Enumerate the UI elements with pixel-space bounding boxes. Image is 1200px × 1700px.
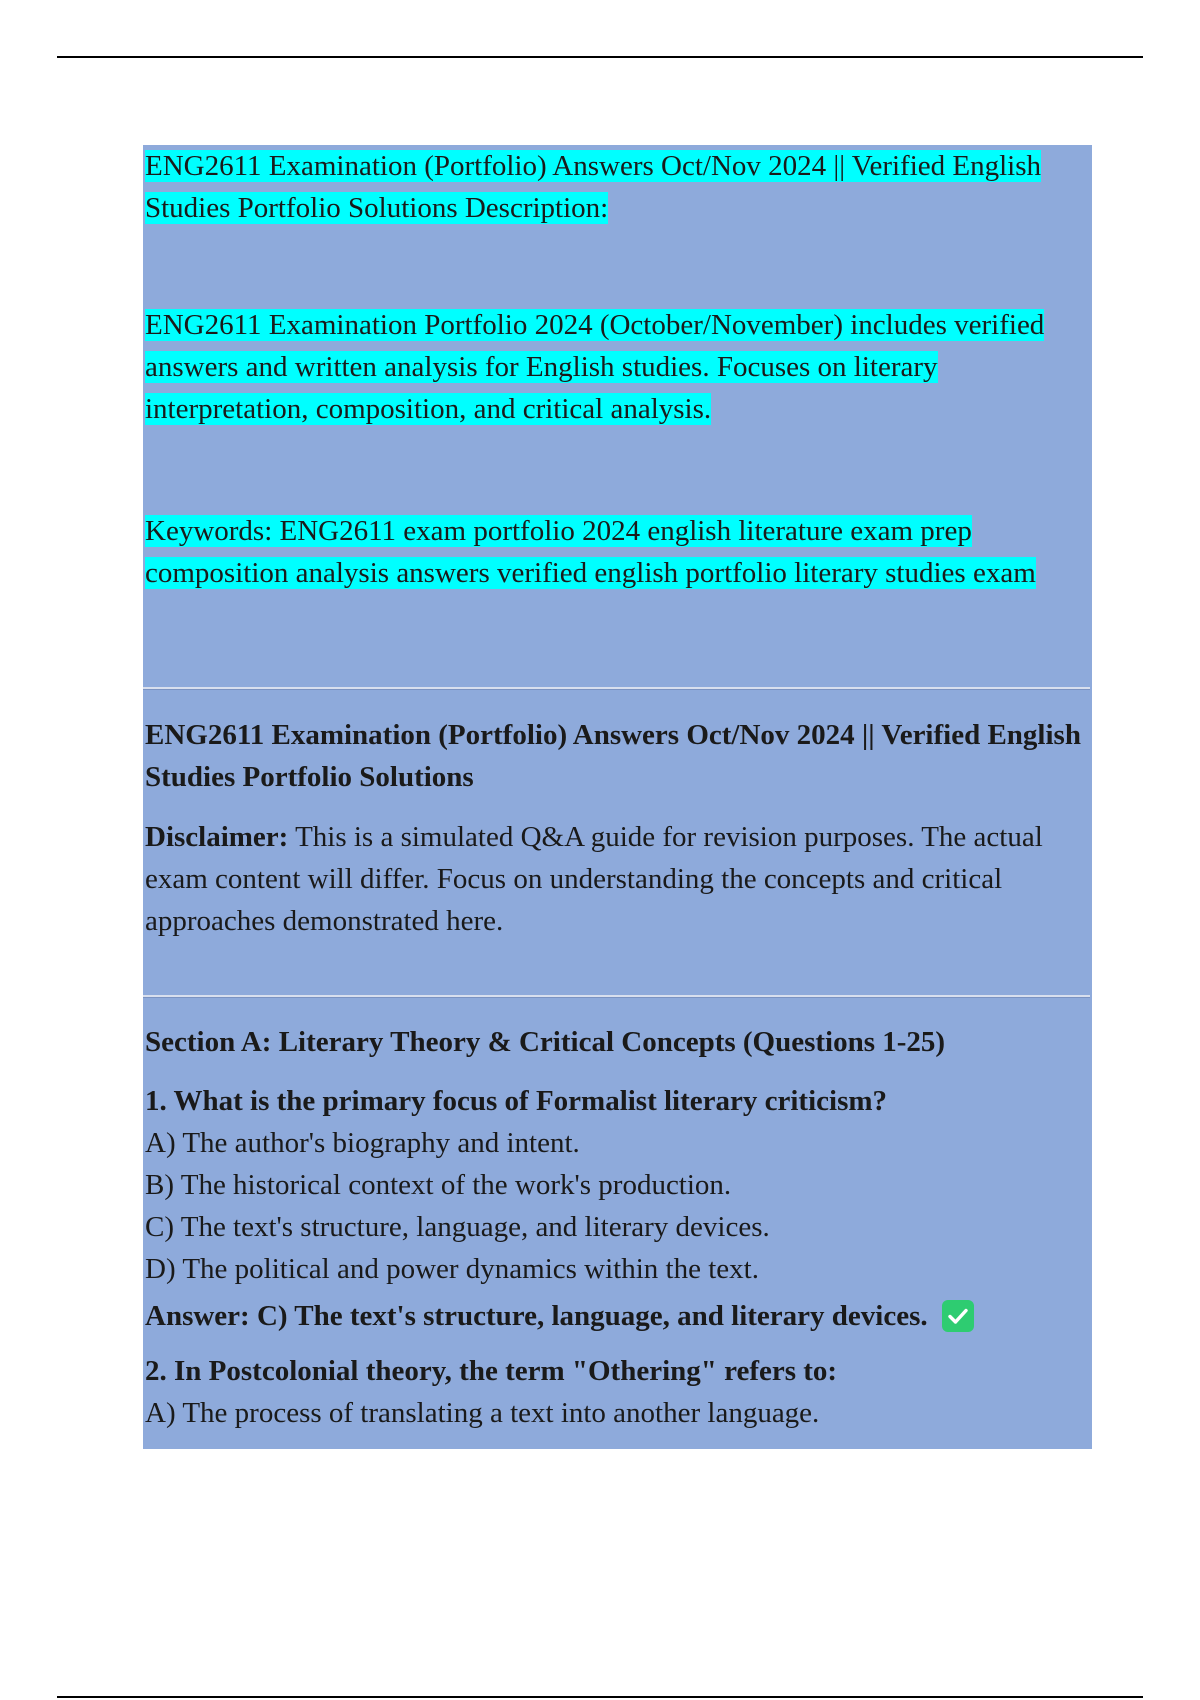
intro-description: ENG2611 Examination Portfolio 2024 (October/November) includes verified answers and written analysis for English studies. Focuses on literary interpretation, composition, and critical analysis. bbox=[145, 309, 1045, 425]
disclaimer-text: This is a simulated Q&A guide for revision purposes. The actual exam content will differ. Focus on understanding the concepts and critical approaches demonstrated here. bbox=[145, 821, 1043, 937]
check-mark-icon bbox=[942, 1300, 974, 1332]
disclaimer-label: Disclaimer: bbox=[145, 821, 289, 853]
question-1-option-a: A) The author's biography and intent. bbox=[145, 1127, 580, 1159]
top-rule bbox=[57, 56, 1143, 58]
section-block bbox=[145, 1021, 1090, 1434]
bottom-rule bbox=[57, 1696, 1143, 1698]
question-1-option-c: C) The text's structure, language, and literary devices. bbox=[145, 1211, 770, 1243]
intro-keywords: Keywords: ENG2611 exam portfolio 2024 english literature exam prep composition analysis answers verified english portfolio literary studies exam bbox=[145, 515, 1036, 589]
question-2: 2. In Postcolonial theory, the term "Othering" refers to: bbox=[145, 1355, 838, 1387]
question-1: 1. What is the primary focus of Formalist literary criticism? bbox=[145, 1085, 888, 1117]
question-1-option-d: D) The political and power dynamics within the text. bbox=[145, 1253, 759, 1285]
question-1-answer: Answer: C) The text's structure, language, and literary devices. bbox=[145, 1300, 928, 1332]
section-title: Section A: Literary Theory & Critical Concepts (Questions 1-25) bbox=[145, 1026, 946, 1058]
document-title: ENG2611 Examination (Portfolio) Answers Oct/Nov 2024 || Verified English Studies Portfolio Solutions bbox=[145, 719, 1081, 793]
question-1-option-b: B) The historical context of the work's production. bbox=[145, 1169, 732, 1201]
question-2-option-a: A) The process of translating a text into another language. bbox=[145, 1397, 820, 1429]
separator-2 bbox=[143, 995, 1090, 998]
header-block bbox=[145, 714, 1090, 942]
intro-title: ENG2611 Examination (Portfolio) Answers Oct/Nov 2024 || Verified English Studies Portfolio Solutions Description: bbox=[145, 150, 1041, 224]
separator-1 bbox=[143, 687, 1090, 690]
question-1-answer-row bbox=[145, 1295, 1090, 1337]
disclaimer bbox=[145, 816, 1090, 942]
content-panel bbox=[143, 145, 1092, 1449]
